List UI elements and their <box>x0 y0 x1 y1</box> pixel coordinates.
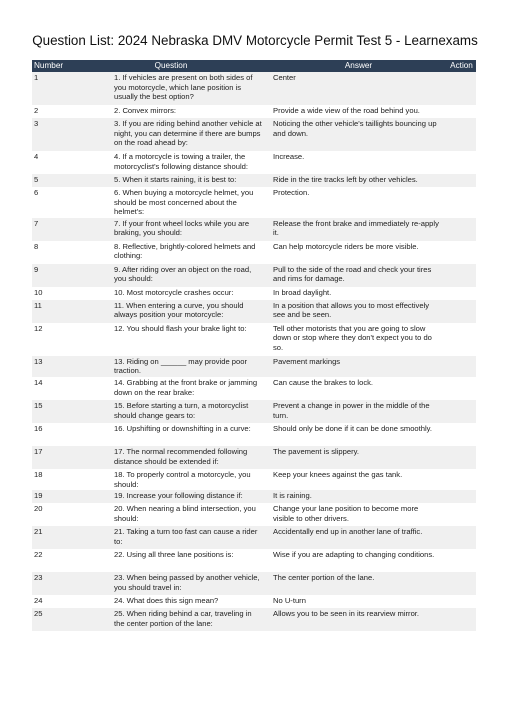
row-answer: Prevent a change in power in the middle of the turn. <box>270 400 447 423</box>
row-answer: Wise if you are adapting to changing conditions. <box>270 549 447 572</box>
header-answer: Answer <box>270 60 447 72</box>
row-question: 24. What does this sign mean? <box>72 595 270 608</box>
row-number: 18 <box>32 469 72 490</box>
row-question: 18. To properly control a motorcycle, you should: <box>72 469 270 490</box>
table-header-row <box>32 60 476 72</box>
row-number: 10 <box>32 287 72 300</box>
row-number: 19 <box>32 490 72 503</box>
row-action <box>447 218 476 241</box>
table-row <box>32 187 476 218</box>
row-answer: Can help motorcycle riders be more visible. <box>270 241 447 264</box>
row-answer: No U-turn <box>270 595 447 608</box>
row-number: 14 <box>32 377 72 400</box>
question-table <box>32 60 476 631</box>
row-action <box>447 377 476 400</box>
table-row <box>32 469 476 490</box>
row-number: 13 <box>32 356 72 377</box>
row-number: 8 <box>32 241 72 264</box>
row-question: 4. If a motorcycle is towing a trailer, the motorcyclist's following distance should: <box>72 151 270 174</box>
row-number: 12 <box>32 323 72 356</box>
row-number: 21 <box>32 526 72 549</box>
row-question: 14. Grabbing at the front brake or jamming down on the rear brake: <box>72 377 270 400</box>
row-question: 10. Most motorcycle crashes occur: <box>72 287 270 300</box>
row-number: 11 <box>32 300 72 323</box>
row-answer: Tell other motorists that you are going to slow down or stop where they don't expect you to do so. <box>270 323 447 356</box>
row-number: 3 <box>32 118 72 151</box>
row-action <box>447 490 476 503</box>
row-answer: Release the front brake and immediately re-apply it. <box>270 218 447 241</box>
row-question: 22. Using all three lane positions is: <box>72 549 270 572</box>
row-answer: Change your lane position to become more visible to other drivers. <box>270 503 447 526</box>
row-number: 7 <box>32 218 72 241</box>
row-action <box>447 356 476 377</box>
row-action <box>447 400 476 423</box>
row-answer: Keep your knees against the gas tank. <box>270 469 447 490</box>
table-row <box>32 72 476 105</box>
row-number: 16 <box>32 423 72 446</box>
row-action <box>447 187 476 218</box>
row-action <box>447 151 476 174</box>
row-answer: Pull to the side of the road and check your tires and rims for damage. <box>270 264 447 287</box>
row-action <box>447 526 476 549</box>
row-question: 12. You should flash your brake light to: <box>72 323 270 356</box>
row-action <box>447 503 476 526</box>
header-question: Question <box>72 60 270 72</box>
row-number: 24 <box>32 595 72 608</box>
page-title: Question List: 2024 Nebraska DMV Motorcycle Permit Test 5 - Learnexams <box>32 33 478 48</box>
row-answer: Ride in the tire tracks left by other vehicles. <box>270 174 447 187</box>
row-question: 23. When being passed by another vehicle, you should travel in: <box>72 572 270 595</box>
row-question: 1. If vehicles are present on both sides of you motorcycle, which lane position is usually the best option? <box>72 72 270 105</box>
row-question: 17. The normal recommended following distance should be extended if: <box>72 446 270 469</box>
row-number: 5 <box>32 174 72 187</box>
row-question: 11. When entering a curve, you should always position your motorcycle: <box>72 300 270 323</box>
row-number: 4 <box>32 151 72 174</box>
row-action <box>447 595 476 608</box>
table-row <box>32 356 476 377</box>
row-number: 23 <box>32 572 72 595</box>
row-answer: Increase. <box>270 151 447 174</box>
row-action <box>447 469 476 490</box>
table-row <box>32 264 476 287</box>
table-row <box>32 608 476 631</box>
row-number: 2 <box>32 105 72 118</box>
row-answer: Allows you to be seen in its rearview mirror. <box>270 608 447 631</box>
row-question: 16. Upshifting or downshifting in a curve: <box>72 423 270 446</box>
row-action <box>447 572 476 595</box>
table-row <box>32 105 476 118</box>
row-action <box>447 287 476 300</box>
row-question: 9. After riding over an object on the road, you should: <box>72 264 270 287</box>
row-number: 15 <box>32 400 72 423</box>
row-answer: The pavement is slippery. <box>270 446 447 469</box>
row-answer: In a position that allows you to most effectively see and be seen. <box>270 300 447 323</box>
row-answer: Should only be done if it can be done smoothly. <box>270 423 447 446</box>
table-row <box>32 300 476 323</box>
row-number: 1 <box>32 72 72 105</box>
table-row <box>32 218 476 241</box>
table-row <box>32 377 476 400</box>
header-action: Action <box>447 60 476 72</box>
row-number: 25 <box>32 608 72 631</box>
row-action <box>447 608 476 631</box>
row-answer: Accidentally end up in another lane of traffic. <box>270 526 447 549</box>
table-row <box>32 151 476 174</box>
row-number: 9 <box>32 264 72 287</box>
row-action <box>447 241 476 264</box>
table-row <box>32 174 476 187</box>
row-question: 13. Riding on ______ may provide poor traction. <box>72 356 270 377</box>
row-answer: It is raining. <box>270 490 447 503</box>
row-question: 3. If you are riding behind another vehicle at night, you can determine if there are bumps on the road ahead by: <box>72 118 270 151</box>
row-number: 6 <box>32 187 72 218</box>
row-action <box>447 323 476 356</box>
row-action <box>447 549 476 572</box>
table-row <box>32 549 476 572</box>
table-row <box>32 118 476 151</box>
table-row <box>32 572 476 595</box>
row-question: 2. Convex mirrors: <box>72 105 270 118</box>
table-row <box>32 323 476 356</box>
table-row <box>32 423 476 446</box>
row-action <box>447 72 476 105</box>
row-action <box>447 423 476 446</box>
table-row <box>32 595 476 608</box>
row-answer: Provide a wide view of the road behind you. <box>270 105 447 118</box>
row-number: 20 <box>32 503 72 526</box>
table-row <box>32 526 476 549</box>
row-question: 5. When it starts raining, it is best to: <box>72 174 270 187</box>
row-answer: Pavement markings <box>270 356 447 377</box>
row-question: 20. When nearing a blind intersection, you should: <box>72 503 270 526</box>
row-question: 25. When riding behind a car, traveling in the center portion of the lane: <box>72 608 270 631</box>
row-answer: Center <box>270 72 447 105</box>
row-question: 15. Before starting a turn, a motorcyclist should change gears to: <box>72 400 270 423</box>
row-answer: The center portion of the lane. <box>270 572 447 595</box>
table-row <box>32 503 476 526</box>
row-action <box>447 446 476 469</box>
row-answer: Can cause the brakes to lock. <box>270 377 447 400</box>
table-row <box>32 490 476 503</box>
row-question: 21. Taking a turn too fast can cause a rider to: <box>72 526 270 549</box>
table-row <box>32 241 476 264</box>
row-number: 22 <box>32 549 72 572</box>
row-number: 17 <box>32 446 72 469</box>
row-question: 8. Reflective, brightly-colored helmets and clothing: <box>72 241 270 264</box>
row-question: 6. When buying a motorcycle helmet, you should be most concerned about the helmet's: <box>72 187 270 218</box>
row-action <box>447 105 476 118</box>
row-action <box>447 174 476 187</box>
header-number: Number <box>32 60 72 72</box>
row-answer: Protection. <box>270 187 447 218</box>
table-row <box>32 400 476 423</box>
table-row <box>32 287 476 300</box>
table-row <box>32 446 476 469</box>
row-action <box>447 300 476 323</box>
row-question: 19. Increase your following distance if: <box>72 490 270 503</box>
row-answer: Noticing the other vehicle's taillights bouncing up and down. <box>270 118 447 151</box>
row-action <box>447 264 476 287</box>
row-answer: In broad daylight. <box>270 287 447 300</box>
row-question: 7. If your front wheel locks while you are braking, you should: <box>72 218 270 241</box>
row-action <box>447 118 476 151</box>
